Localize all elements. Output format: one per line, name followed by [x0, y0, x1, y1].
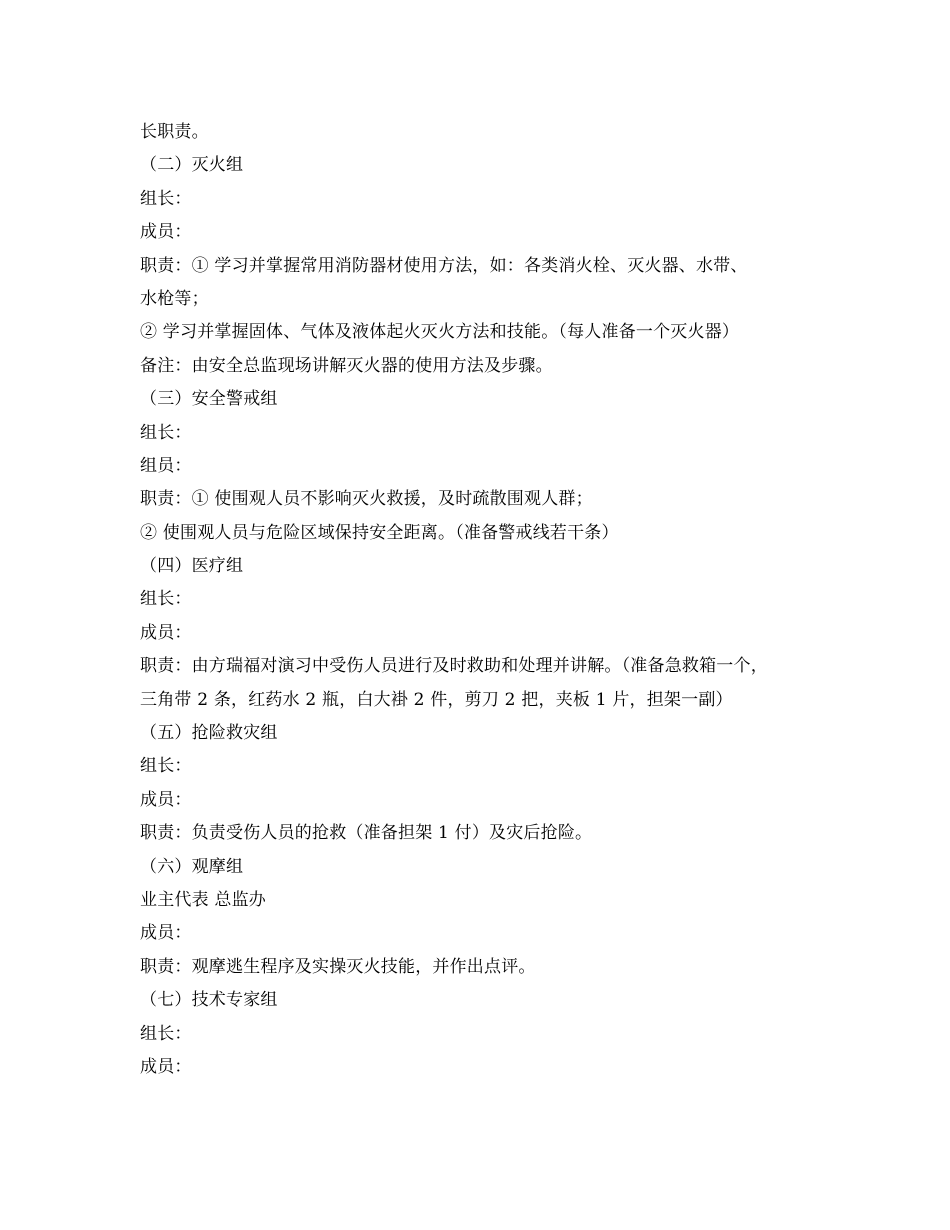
text-line: 业主代表 总监办: [140, 889, 267, 910]
section-heading: （五）抢险救灾组: [140, 723, 278, 744]
section-heading: （四）医疗组: [140, 556, 244, 577]
text-line: 组长：: [140, 756, 192, 777]
text-line: 三角带 2 条，红药水 2 瓶，白大褂 2 件，剪刀 2 把，夹板 1 片，担架一副）: [140, 689, 733, 710]
text-line: ② 使围观人员与危险区域保持安全距离。（准备警戒线若干条）: [140, 522, 619, 543]
text-line: 职责：① 使围观人员不影响灭火救援，及时疏散围观人群；: [140, 489, 593, 510]
text-line: 职责：负责受伤人员的抢救（准备担架 1 付）及灾后抢险。: [140, 823, 593, 844]
text-line: ② 学习并掌握固体、气体及液体起火灭火方法和技能。（每人准备一个灭火器）: [140, 322, 740, 343]
section-heading: （六）观摩组: [140, 856, 244, 877]
section-heading: （七）技术专家组: [140, 990, 278, 1011]
text-line: 组长：: [140, 589, 192, 610]
text-line: 长职责。: [140, 122, 209, 142]
text-line: 职责：观摩逃生程序及实操灭火技能，并作出点评。: [140, 956, 536, 977]
text-line: 组长：: [140, 1023, 192, 1044]
text-line: 成员：: [140, 1056, 192, 1077]
text-line: 备注：由安全总监现场讲解灭火器的使用方法及步骤。: [140, 355, 553, 376]
section-heading: （三）安全警戒组: [140, 389, 278, 410]
text-line: 成员：: [140, 789, 192, 810]
document-body: [140, 116, 840, 1084]
text-line: 成员：: [140, 923, 192, 944]
text-line: 组长：: [140, 188, 192, 209]
text-line: 成员：: [140, 622, 192, 643]
text-line: 组员：: [140, 455, 192, 476]
text-line: 职责：① 学习并掌握常用消防器材使用方法，如：各类消火栓、灭火器、水带、: [140, 255, 748, 276]
text-line: 组长：: [140, 422, 192, 443]
text-line: 水枪等；: [140, 288, 209, 309]
text-line: 职责：由方瑞福对演习中受伤人员进行及时救助和处理并讲解。（准备急救箱一个，: [140, 656, 768, 677]
text-line: 成员：: [140, 222, 192, 243]
section-heading: （二）灭火组: [140, 155, 244, 176]
